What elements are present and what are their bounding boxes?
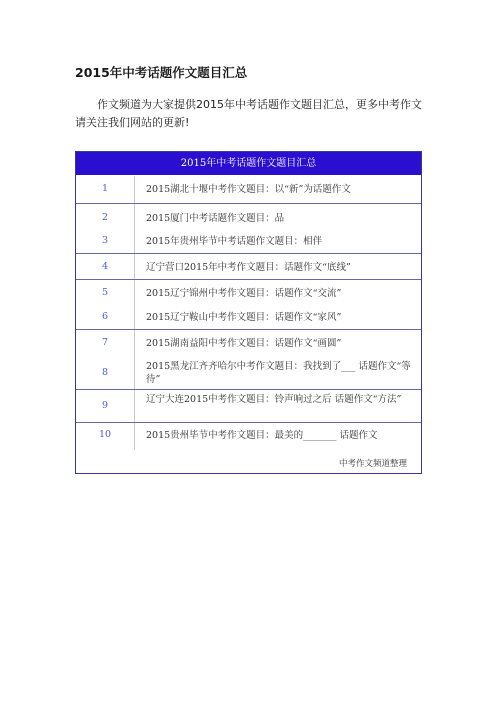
table-row-group bbox=[76, 280, 421, 330]
row-number: 9 bbox=[101, 400, 109, 411]
table-row bbox=[76, 423, 421, 450]
table-row-group bbox=[76, 254, 421, 280]
topics-table bbox=[75, 151, 422, 474]
table-footer-note: 中考作文频道整理 bbox=[338, 459, 407, 469]
page-title: 2015年中考话题作文题目汇总 bbox=[75, 65, 248, 80]
table-row-group bbox=[76, 175, 421, 204]
row-text: 2015年贵州毕节中考话题作文题目：相伴 bbox=[146, 236, 323, 247]
table-row-group bbox=[76, 330, 421, 390]
row-number: 5 bbox=[101, 287, 109, 298]
row-text: 辽宁大连2015中考作文题目：铃声响过之后 话题作文“方法” bbox=[146, 394, 402, 405]
row-number: 1 bbox=[101, 183, 109, 194]
row-number: 2 bbox=[101, 212, 109, 223]
row-number: 4 bbox=[101, 261, 109, 272]
row-text: 2015辽宁鞍山中考作文题目：话题作文“家风” bbox=[146, 312, 342, 323]
row-text: 辽宁营口2015年中考作文题目：话题作文“底线” bbox=[146, 262, 351, 273]
row-number: 6 bbox=[101, 311, 109, 322]
row-number: 7 bbox=[101, 337, 109, 348]
row-number: 10 bbox=[98, 429, 112, 440]
row-text: 2015辽宁锦州中考作文题目：话题作文“交流” bbox=[146, 288, 342, 299]
row-text: 2015湖南益阳中考作文题目：话题作文“画圆” bbox=[146, 338, 342, 349]
row-text: 2015湖北十堰中考作文题目：以“新”为话题作文 bbox=[146, 184, 351, 195]
table-row-group bbox=[76, 204, 421, 254]
table-row-group bbox=[76, 390, 421, 423]
table-header: 2015年中考话题作文题目汇总 bbox=[76, 152, 421, 175]
row-number: 8 bbox=[101, 367, 109, 378]
row-text: 2015厦门中考话题作文题目：品 bbox=[146, 213, 285, 224]
intro-paragraph: 作文频道为大家提供2015年中考话题作文题目汇总，更多中考作文请关注我们网站的更新! bbox=[75, 98, 422, 129]
row-text: 2015黑龙江齐齐哈尔中考作文题目：我找到了___ 话题作文“等待” bbox=[146, 361, 411, 385]
row-text: 2015贵州毕节中考作文题目：最美的_______ 话题作文 bbox=[146, 430, 378, 441]
row-number: 3 bbox=[101, 235, 109, 246]
